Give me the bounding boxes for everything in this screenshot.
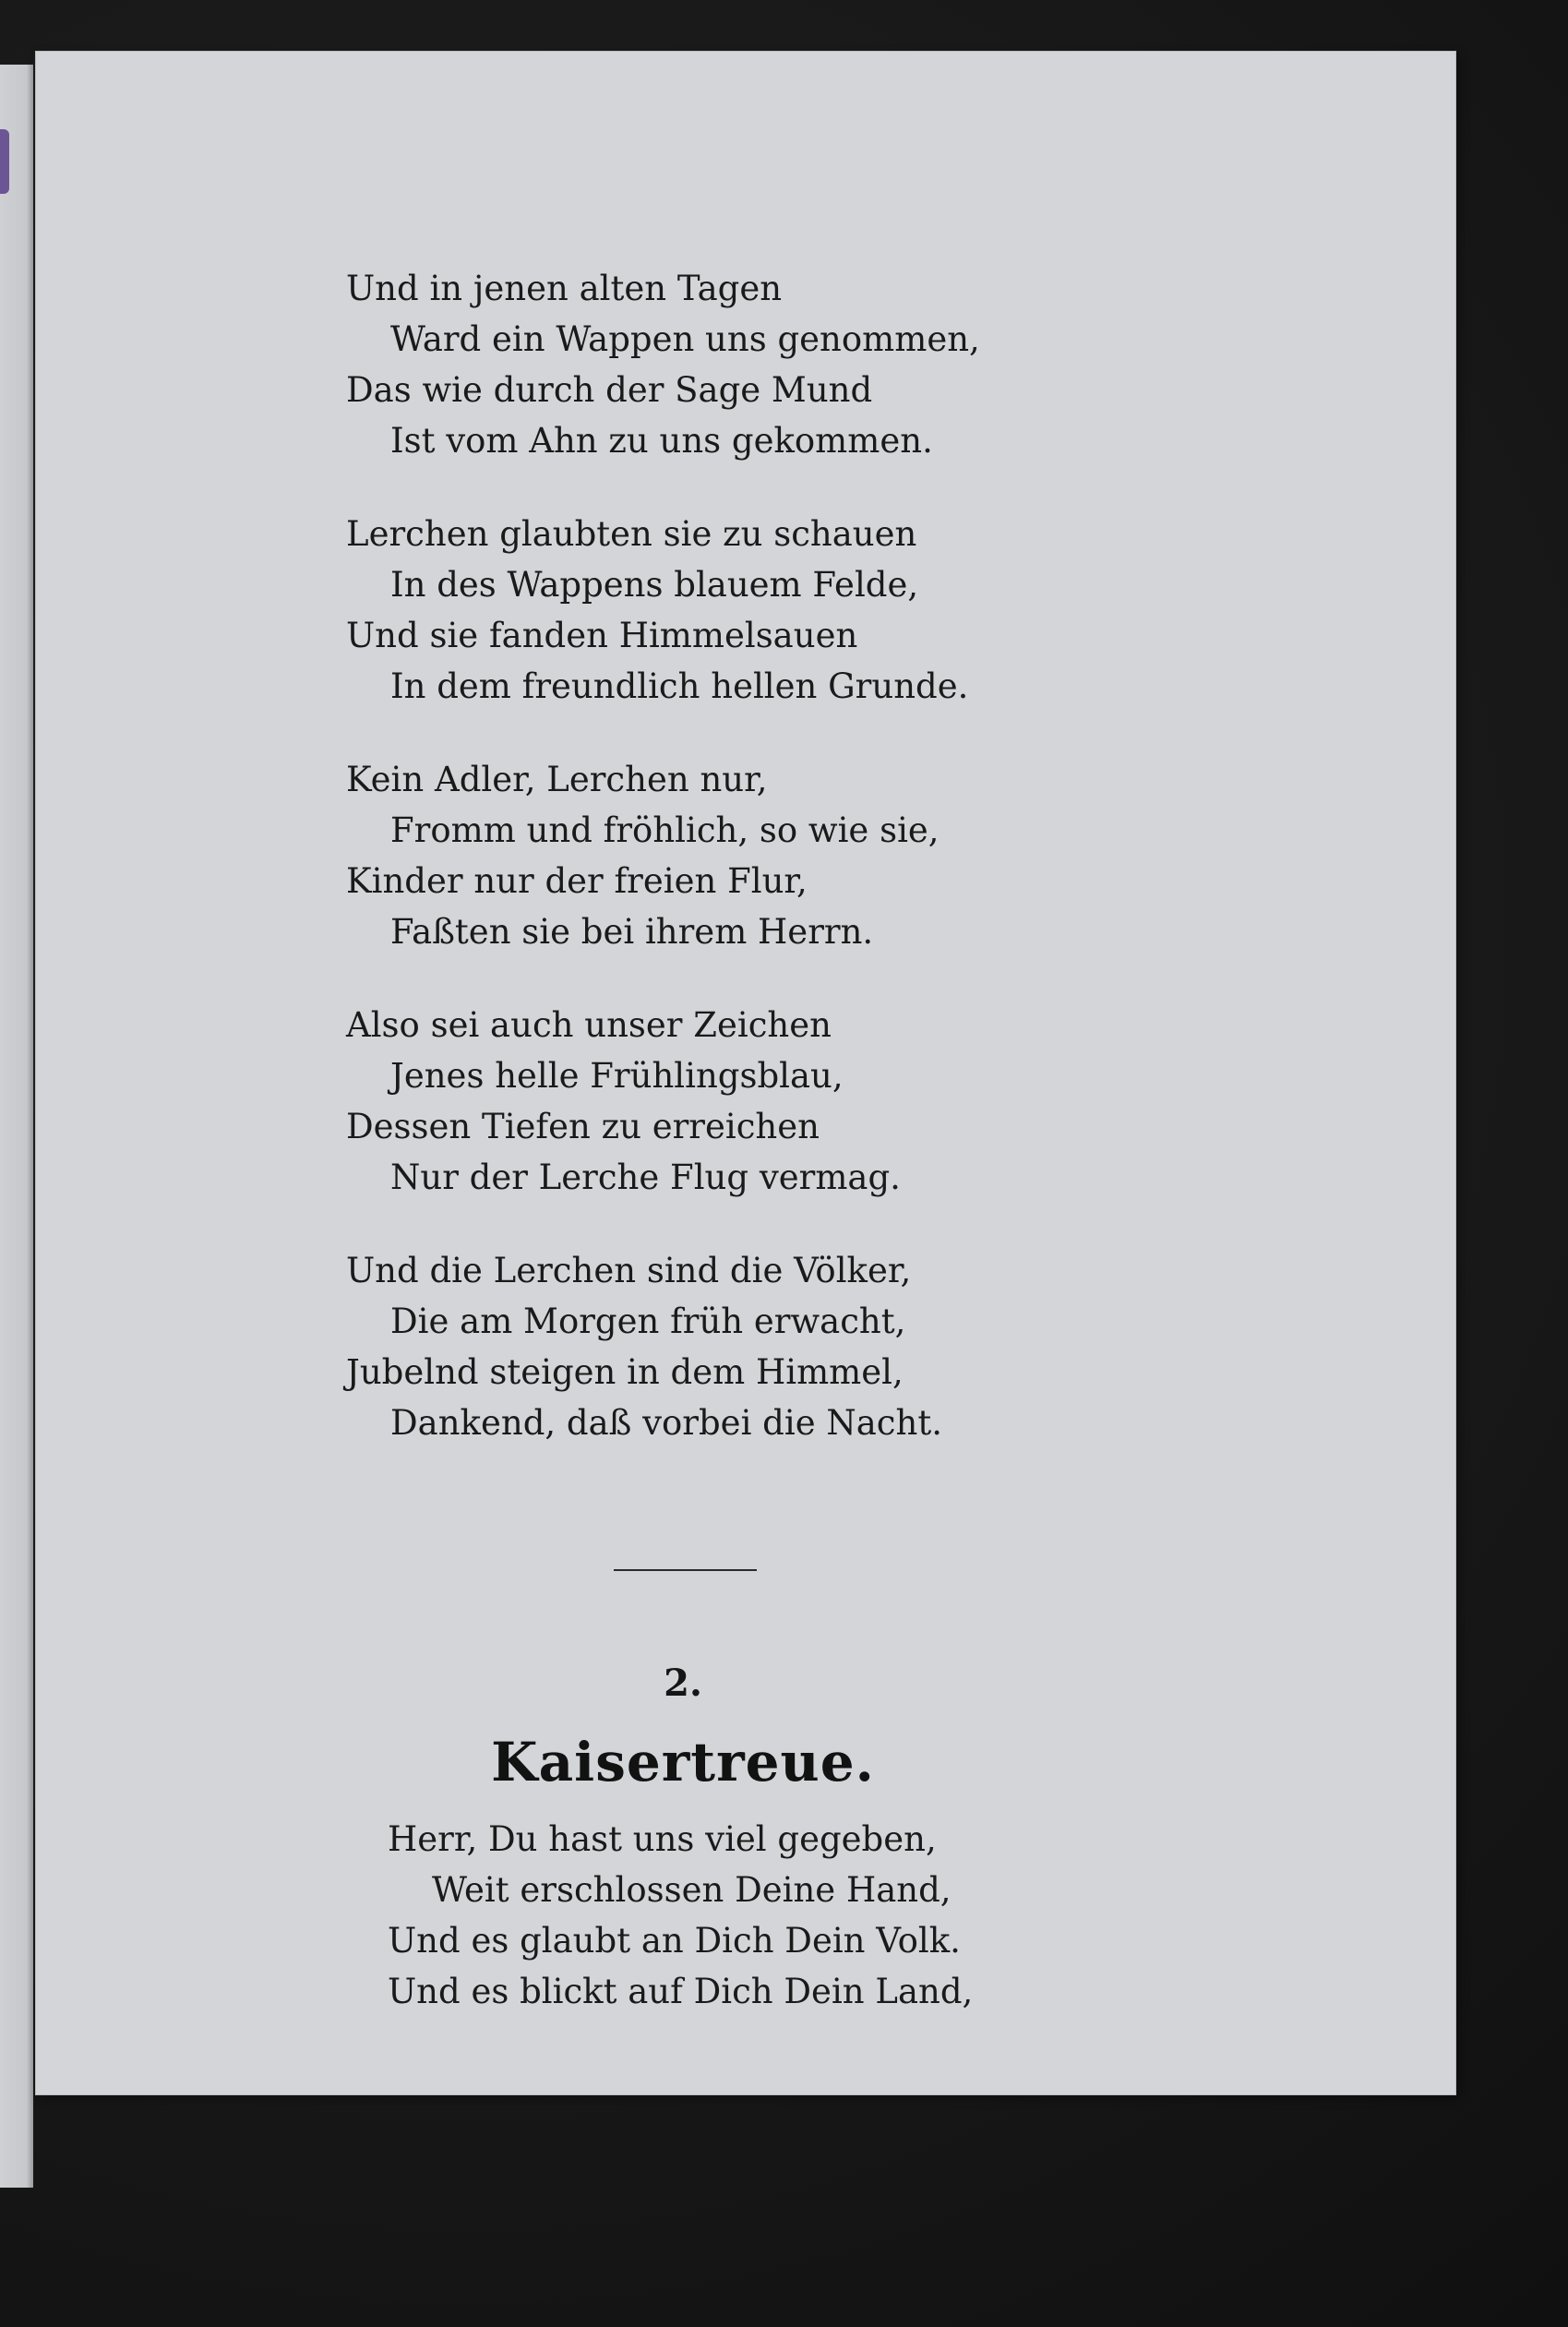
- verse-line: Faßten sie bei ihrem Herrn.: [390, 912, 874, 952]
- verse-line: Dankend, daß vorbei die Nacht.: [390, 1403, 942, 1443]
- library-stamp-mark: [0, 129, 9, 194]
- verse-line: In des Wappens blauem Felde,: [390, 565, 919, 605]
- previous-page-edge: [0, 65, 33, 2188]
- stanza-2: [346, 509, 1066, 712]
- poem-body: [346, 263, 1066, 1491]
- verse-line: Ist vom Ahn zu uns gekommen.: [390, 421, 933, 461]
- stanza-3: [346, 754, 1066, 957]
- verse-line: Und in jenen alten Tagen: [346, 269, 783, 308]
- second-poem-body: [388, 1814, 1071, 2017]
- verse-line: Jubelnd steigen in dem Himmel,: [346, 1352, 904, 1392]
- verse-line: Lerchen glaubten sie zu schauen: [346, 514, 917, 554]
- section-divider: [614, 1569, 757, 1571]
- poem-title: Kaisertreue.: [491, 1731, 875, 1793]
- stanza-1: [346, 263, 1066, 466]
- verse-line: Und sie fanden Himmelsauen: [346, 616, 858, 655]
- verse-line: Kinder nur der freien Flur,: [346, 861, 808, 901]
- stanza-5: [346, 1245, 1066, 1448]
- verse-line: Fromm und fröhlich, so wie sie,: [390, 810, 940, 850]
- verse-line: Nur der Lerche Flug vermag.: [390, 1158, 901, 1197]
- verse-line: Herr, Du hast uns viel gegeben,: [388, 1819, 937, 1859]
- verse-line: Und die Lerchen sind die Völker,: [346, 1251, 912, 1290]
- verse-line: Das wie durch der Sage Mund: [346, 370, 873, 410]
- verse-line: Jenes helle Frühlingsblau,: [390, 1056, 844, 1096]
- verse-line: In dem freundlich hellen Grunde.: [390, 666, 969, 706]
- verse-line: Also sei auch unser Zeichen: [346, 1005, 832, 1045]
- verse-line: Weit erschlossen Deine Hand,: [432, 1870, 952, 1910]
- verse-line: Die am Morgen früh erwacht,: [390, 1301, 906, 1341]
- verse-line: Und es blickt auf Dich Dein Land,: [388, 1972, 974, 2011]
- verse-line: Ward ein Wappen uns genommen,: [390, 319, 980, 359]
- verse-line: Dessen Tiefen zu erreichen: [346, 1107, 820, 1146]
- section-number: 2.: [664, 1661, 702, 1705]
- verse-line: Und es glaubt an Dich Dein Volk.: [388, 1921, 961, 1961]
- verse-line: Kein Adler, Lerchen nur,: [346, 760, 768, 799]
- stanza-4: [346, 1000, 1066, 1203]
